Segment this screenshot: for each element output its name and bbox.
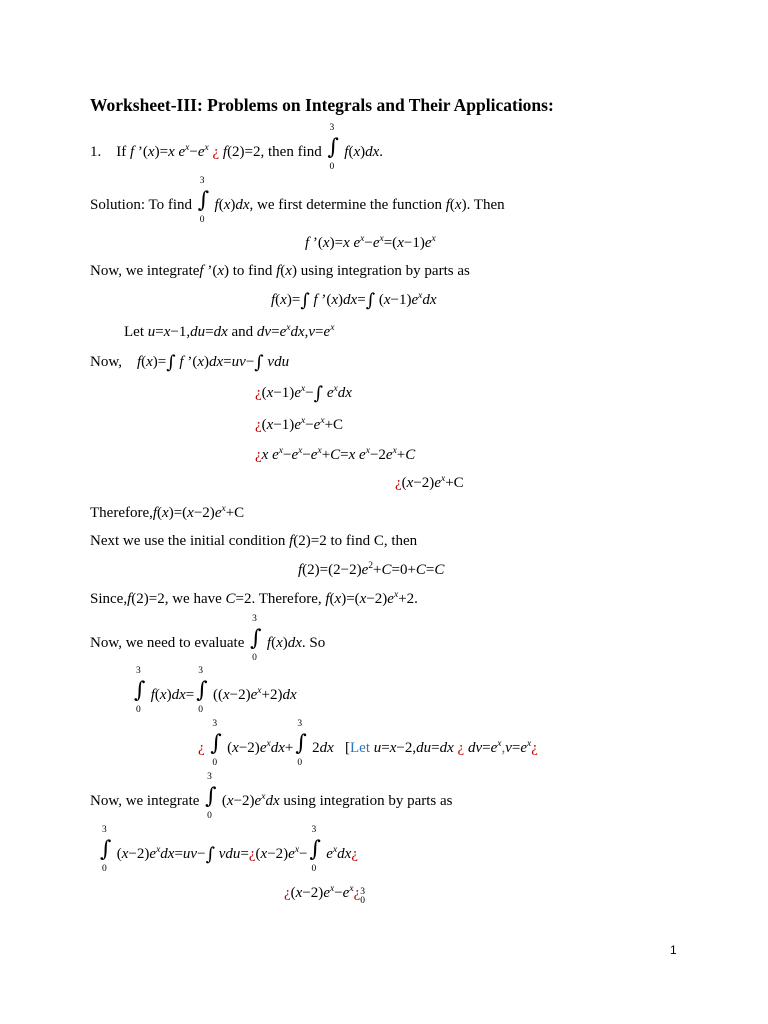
therefore-line: $Therefore,f(x)=(x-2)e^x+C$ bbox=[90, 504, 245, 521]
equation-definite-2: ¿ 3 ∫ 0 $(x-2)e^xdx+$ 3 ∫ 0 2dx [Let u=x−2,du=dx ¿ $dv=e^x,v=e^x¿$ bbox=[198, 719, 538, 768]
solution-intro: Solution: To find 3 ∫ 0 f(x)dx, we first determine the function f(x). Then bbox=[90, 176, 505, 225]
substitution-line: Let u=x−1,du=dx and $dv=e^xdx,v=e^x$ bbox=[124, 323, 335, 340]
equation-definite-1: 3 ∫ 0 f(x)dx= 3 ∫ 0 $((x-2)e^x+2)dx$ bbox=[134, 666, 297, 715]
equation-final: ¿$(x-2)e^x-e^x¿$ 3 0 bbox=[284, 884, 365, 906]
initial-condition-line: Next we use the initial condition f(2)=2 to find C, then bbox=[90, 533, 418, 549]
page-number: 1 bbox=[670, 943, 677, 957]
integral-icon: 3 ∫ 0 bbox=[250, 614, 262, 663]
integral-icon: ∫ bbox=[166, 352, 176, 373]
equation-uv: Now, f(x)=∫ f ’(x)dx=uv−∫ vdu bbox=[90, 352, 290, 373]
integrate-line: Now, we integratef ’(x) to find f(x) using integration by parts as bbox=[90, 263, 470, 279]
equation-step3: ¿x $e^x-e^x-e^x+C=x$ $e^x-2e^x+C$ bbox=[255, 446, 416, 463]
equation-step2: ¿$(x-1)e^x-e^x+C$ bbox=[255, 416, 344, 433]
since-line: Since,f(2)=2, we have C=2. Therefore, $f(x)=(x-2)e^x+2$. bbox=[90, 590, 418, 607]
problem-number: 1. bbox=[90, 144, 102, 160]
evaluate-line: Now, we need to evaluate 3 ∫ 0 f(x)dx. So bbox=[90, 614, 326, 663]
equation-f2: $f(2)=(2-2)e^2+C=0+C=C$ bbox=[298, 561, 445, 578]
integral-icon: ∫ bbox=[205, 844, 215, 865]
integral-icon: 3 ∫ 0 bbox=[295, 719, 307, 768]
equation-derivative: f ’(x)=x $e^x-e^x=(x-1)e^x$ bbox=[305, 234, 436, 251]
equation-step4: ¿$(x-2)e^x+C$ bbox=[395, 474, 464, 491]
integral-icon: 3 ∫ 0 bbox=[205, 772, 217, 821]
integral-icon: 3 ∫ 0 bbox=[210, 719, 222, 768]
integral-icon: ∫ bbox=[254, 352, 264, 373]
equation-fx-integral: f(x)=∫ f ’(x)dx=∫ $(x-1)e^xdx$ bbox=[271, 290, 437, 311]
integral-icon: 3 ∫ 0 bbox=[197, 176, 210, 225]
problem-statement: 1. If f ’(x)=x $e^x-e^x$ ¿ f(2)=2, then find 3 ∫ 0 f(x)dx. bbox=[90, 123, 384, 172]
integral-icon: 3 ∫ 0 bbox=[196, 666, 208, 715]
integral-icon: 3 ∫ 0 bbox=[327, 123, 339, 172]
integrate-line-2: Now, we integrate 3 ∫ 0 $(x-2)e^xdx$ using integration by parts as bbox=[90, 772, 453, 821]
integral-icon: ∫ bbox=[313, 383, 324, 404]
integral-icon: 3 ∫ 0 bbox=[309, 825, 321, 874]
integral-icon: ∫ bbox=[300, 290, 310, 311]
equation-parts: 3 ∫ 0 $(x-2)e^xdx=uv-\int$ $vdu=¿(x-2)e^x-$ 3 ∫ 0 $e^xdx¿$ bbox=[100, 825, 358, 874]
integral-icon: ∫ bbox=[365, 290, 376, 311]
integral-icon: 3 ∫ 0 bbox=[134, 666, 146, 715]
equation-step1: ¿$(x-1)e^x-\int$ $e^xdx$ bbox=[255, 383, 352, 404]
integral-icon: 3 ∫ 0 bbox=[100, 825, 112, 874]
worksheet-title: Worksheet-III: Problems on Integrals and Their Applications: bbox=[90, 95, 554, 115]
